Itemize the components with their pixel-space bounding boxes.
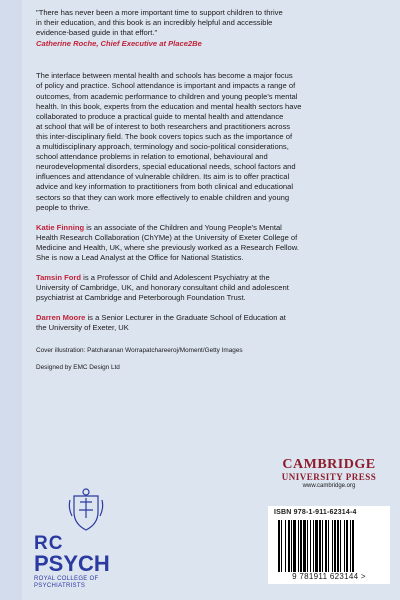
endorsement-quote (36, 8, 386, 49)
description-line: collaborated to produce a practical guide to mental health and attendance (36, 111, 284, 121)
logo-rc: RC (34, 533, 64, 554)
bio-line (36, 223, 386, 233)
back-cover-text (36, 8, 386, 372)
design-credit: Designed by EMC Design Ltd (36, 363, 120, 371)
bio-line: the University of Exeter, UK (36, 323, 129, 333)
cover-illustration-credit: Cover illustration: Patcharanan Worrapatchareeroj/Moment/Getty Images (36, 346, 243, 354)
description-line: neurodevelopmental disorders, special educational needs, school factors and (36, 162, 296, 172)
left-spine-stripe (0, 0, 22, 600)
description-line: advice and key information to practitioners from both clinical and educational (36, 182, 294, 192)
description-line: The interface between mental health and schools has become a major focus (36, 71, 293, 81)
description-line: a multidisciplinary approach, terminology and socio-political considerations, (36, 142, 289, 152)
author-bio-ford (36, 273, 386, 303)
description-line: this inter-disciplinary field. The book covers topics such as the importance of (36, 131, 293, 141)
description-line: school attendance problems in relation to emotional, behavioural and (36, 152, 268, 162)
barcode-digits: 9 781911 623144 > (292, 572, 366, 581)
isbn-barcode (268, 506, 390, 584)
author-name: Katie Finning (36, 222, 85, 232)
bio-line: psychiatrist at Cambridge and Peterborough Foundation Trust. (36, 293, 246, 303)
description-line: influences and attendance of vulnerable children. Its aim is to offer practical (36, 172, 290, 182)
bio-line (36, 273, 386, 283)
author-name: Darren Moore (36, 313, 86, 323)
bio-text: is a Professor of Child and Adolescent Psychiatry at the (81, 273, 270, 283)
logo-psych: PSYCH (34, 551, 110, 576)
logo-college-name: ROYAL COLLEGE OF PSYCHIATRISTS (34, 576, 99, 589)
author-name: Tamsin Ford (36, 273, 82, 283)
book-description (36, 71, 386, 212)
description-line: outcomes, from academic performance to children and young people's mental (36, 91, 298, 101)
college-crest-icon (68, 488, 104, 532)
quote-line: "There has never been a more important time to support children to thrive (36, 8, 283, 17)
bio-text: is a Senior Lecturer in the Graduate School of Education at (85, 313, 286, 323)
author-bio-finning (36, 223, 386, 263)
publisher-logo (270, 458, 388, 490)
bio-line: She is now a Lead Analyst at the Office for National Statistics. (36, 252, 244, 262)
quote-line: evidence-based guide in that effort." (36, 28, 158, 38)
publisher-press: UNIVERSITY PRESS (281, 472, 377, 482)
barcode-icon (278, 520, 380, 572)
bio-line: University of Cambridge, UK, and honorary consultant child and adolescent (36, 283, 289, 293)
bio-text: is an associate of the Children and Young People's Mental (84, 222, 282, 232)
bio-line: Medicine and Health, UK, where she previously worked as a Research Fellow. (36, 242, 299, 252)
publisher-url: www.cambridge.org (302, 483, 356, 489)
description-line: health. In this book, experts from the education and mental health sectors have (36, 101, 302, 111)
description-line: of policy and practice. School attendance is important and impacts a range of (36, 81, 296, 91)
bio-line: Health Research Collaboration (ChYMe) at the University of Exeter College of (36, 232, 298, 242)
author-bio-moore (36, 313, 386, 333)
quote-attribution: Catherine Roche, Chief Executive at Place2Be (36, 39, 202, 49)
description-line: sectors so that they can work more effectively to enable children and young (36, 192, 290, 202)
rcpsych-logo (28, 488, 138, 596)
bio-line (36, 313, 386, 323)
isbn-number: ISBN 978-1-911-62314-4 (274, 509, 357, 516)
description-line: at school that will be of interest to both researchers and practitioners across (36, 121, 291, 131)
quote-line: in their education, and this book is an incredibly helpful and accessible (36, 18, 273, 28)
publisher-name: CAMBRIDGE (282, 457, 376, 472)
description-line: people to thrive. (36, 202, 91, 212)
